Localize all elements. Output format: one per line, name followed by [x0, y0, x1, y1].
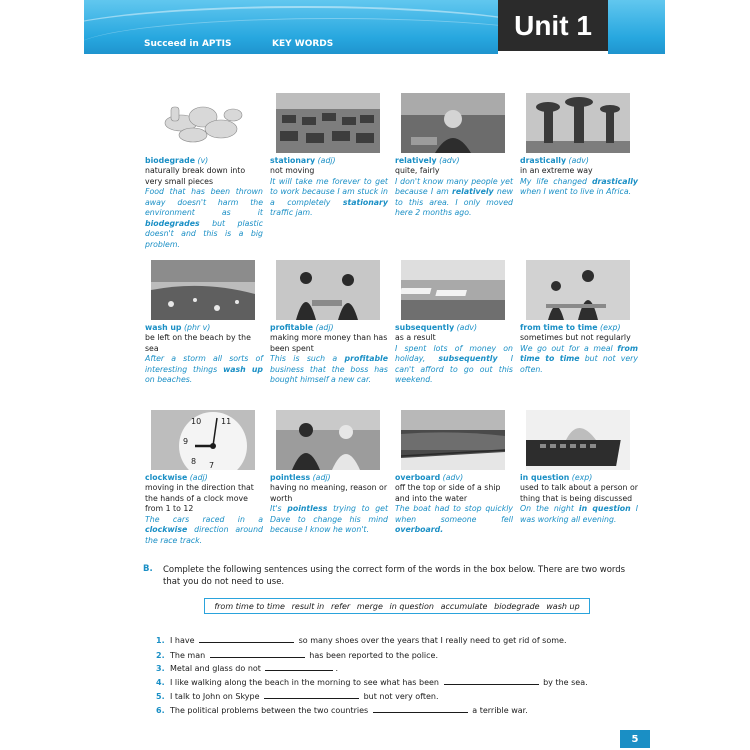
word-box-item: biodegrade [494, 601, 540, 611]
vocab-term: in question [520, 473, 570, 482]
example-sentence: I don't know many people yet because I am relatively new to this area. I only moved here 2 months ago. [395, 176, 513, 217]
sentence-after: by the sea. [540, 678, 588, 687]
exercise-sentence [156, 690, 439, 702]
part-of-speech: (v) [195, 156, 209, 165]
vocab-term: drastically [520, 156, 567, 165]
sentence-number: 5. [156, 692, 165, 701]
term-line [270, 156, 388, 166]
vocab-card [270, 93, 388, 219]
littered-beach-photo [151, 260, 255, 320]
poolside-loungers-photo [401, 260, 505, 320]
sentence-before: Metal and glass do not [170, 664, 264, 673]
definition: used to talk about a person or thing that is being discussed [520, 483, 638, 503]
example-sentence: The boat had to stop quickly when someone fell overboard. [395, 504, 513, 534]
answer-blank[interactable] [444, 676, 539, 685]
example-sentence: The cars raced in a clockwise direction around the race track. [145, 514, 263, 545]
sentence-before: The political problems between the two countries [170, 706, 371, 715]
term-line [395, 473, 513, 483]
term-line [270, 323, 388, 333]
example-sentence: We go out for a meal from time to time but not very often. [520, 343, 638, 374]
sentence-number: 3. [156, 664, 165, 673]
vocab-card [270, 410, 388, 536]
vocab-card [145, 93, 263, 250]
sentence-after: so many shoes over the years that I really need to get rid of some. [296, 636, 567, 645]
sentence-number: 4. [156, 678, 165, 687]
vocab-card [395, 93, 513, 219]
svg-text:7: 7 [209, 461, 215, 470]
clock-face-photo [151, 410, 255, 470]
page-number: 5 [620, 730, 650, 748]
sentence-after: . [335, 664, 339, 673]
typing-keyboard-photo [526, 410, 630, 470]
part-of-speech: (adj) [315, 156, 336, 165]
vocab-card [145, 410, 263, 546]
unit-title: Unit 1 [498, 0, 608, 54]
word-box-item: in question [389, 601, 434, 611]
vocab-term: stationary [270, 156, 316, 165]
example-sentence: On the night in question I was working all evening. [520, 504, 638, 524]
vocab-card [395, 410, 513, 536]
svg-text:11: 11 [221, 417, 232, 426]
term-line [520, 323, 638, 333]
word-box-item: from time to time [214, 601, 285, 611]
answer-blank[interactable] [210, 649, 305, 658]
exercise-sentence [156, 676, 588, 688]
traffic-jam-photo [276, 93, 380, 153]
part-of-speech: (exp) [597, 323, 621, 332]
vocab-card [145, 260, 263, 386]
part-of-speech: (phr v) [181, 323, 211, 332]
definition: quite, fairly [395, 166, 440, 175]
vocab-card [270, 260, 388, 386]
example-sentence: It's pointless trying to get Dave to change his mind because I know he won't. [270, 504, 388, 534]
sentence-before: I like walking along the beach in the morning to see what has been [170, 678, 442, 687]
vocab-term: biodegrade [145, 156, 196, 165]
example-sentence: Food that has been thrown away doesn't harm the environment as it biodegrades but plastic doesn't and this is a big problem. [145, 187, 263, 249]
definition: off the top or side of a ship and into the water [395, 483, 501, 503]
example-sentence: My life changed drastically when I went to live in Africa. [520, 176, 638, 196]
part-of-speech: (adv) [440, 473, 464, 482]
vocab-term: from time to time [520, 323, 598, 332]
svg-text:8: 8 [191, 457, 197, 466]
definition: not moving [270, 166, 315, 175]
baobab-trees-photo [526, 93, 630, 153]
header-series-title: Succeed in APTIS [144, 39, 232, 49]
vocab-term: overboard [395, 473, 441, 482]
word-box-item: accumulate [440, 601, 488, 611]
sentence-number: 6. [156, 706, 165, 715]
header-section-title: KEY WORDS [272, 39, 334, 49]
part-of-speech: (adj) [187, 473, 208, 482]
svg-text:10: 10 [191, 417, 202, 426]
word-box-item: result in [291, 601, 325, 611]
answer-blank[interactable] [264, 690, 359, 699]
svg-text:9: 9 [183, 437, 189, 446]
vocab-term: pointless [270, 473, 311, 482]
exercise-sentence [156, 649, 438, 661]
sentence-after: but not very often. [361, 692, 439, 701]
part-of-speech: (adv) [454, 323, 478, 332]
example-sentence: This is such a profitable business that the boss has bought himself a new car. [270, 354, 388, 384]
term-line [145, 473, 263, 483]
vocab-term: clockwise [145, 473, 188, 482]
header-band-right [608, 0, 665, 54]
sentence-after: a terrible war. [469, 706, 528, 715]
term-line [520, 156, 638, 166]
answer-blank[interactable] [373, 704, 468, 713]
word-box-item: merge [356, 601, 383, 611]
vocab-card [520, 93, 638, 198]
example-sentence: After a storm all sorts of interesting things wash up on beaches. [145, 354, 263, 384]
term-line [145, 156, 263, 166]
definition: making more money than has been spent [270, 333, 388, 353]
term-line [270, 473, 388, 483]
part-of-speech: (adv) [566, 156, 589, 165]
vocab-term: subsequently [395, 323, 455, 332]
term-line [520, 473, 638, 483]
answer-blank[interactable] [199, 634, 294, 643]
term-line [145, 323, 263, 333]
sentence-number: 2. [156, 651, 165, 660]
sentence-after: has been reported to the police. [306, 651, 438, 660]
sentence-number: 1. [156, 636, 165, 645]
term-line [395, 323, 513, 333]
definition: having no meaning, reason or worth [270, 483, 388, 503]
vocab-card [520, 410, 638, 525]
vocab-card [395, 260, 513, 386]
definition: as a result [395, 333, 436, 342]
word-box-item: wash up [546, 601, 580, 611]
man-in-cafe-photo [401, 93, 505, 153]
exercise-sentence [156, 634, 567, 646]
answer-blank[interactable] [265, 662, 333, 671]
part-of-speech: (adv) [436, 156, 460, 165]
two-men-talking-photo [276, 410, 380, 470]
definition: sometimes but not regularly [520, 333, 631, 342]
example-sentence: I spent lots of money on holiday, subsequently I can't afford to go out this weekend. [395, 343, 513, 384]
exercise-sentence [156, 662, 338, 674]
exercise-letter: B. [143, 564, 153, 574]
exercise-sentence [156, 704, 528, 716]
vocab-term: wash up [145, 323, 182, 332]
sentence-before: I talk to John on Skype [170, 692, 263, 701]
ship-deck-sea-photo [401, 410, 505, 470]
business-meeting-photo [276, 260, 380, 320]
definition: naturally break down into very small pieces [145, 166, 246, 186]
vocab-card [520, 260, 638, 375]
definition: in an extreme way [520, 166, 593, 175]
word-box [204, 598, 590, 614]
sentence-before: The man [170, 651, 208, 660]
example-sentence: It will take me forever to get to work because I am stuck in a completely stationary traffic jam. [270, 176, 388, 217]
part-of-speech: (adj) [310, 473, 331, 482]
exercise-instruction: Complete the following sentences using the correct form of the words in the box below. There are two words that you do not need to use. [163, 565, 626, 587]
restaurant-waiter-photo [526, 260, 630, 320]
definition: moving in the direction that the hands of a clock move from 1 to 12 [145, 483, 254, 513]
sentence-before: I have [170, 636, 198, 645]
plastic-bottles-photo [151, 93, 255, 153]
part-of-speech: (adj) [313, 323, 334, 332]
vocab-term: relatively [395, 156, 437, 165]
part-of-speech: (exp) [569, 473, 593, 482]
word-box-item: refer [330, 601, 351, 611]
term-line [395, 156, 513, 166]
definition: be left on the beach by the sea [145, 333, 251, 353]
vocab-term: profitable [270, 323, 314, 332]
